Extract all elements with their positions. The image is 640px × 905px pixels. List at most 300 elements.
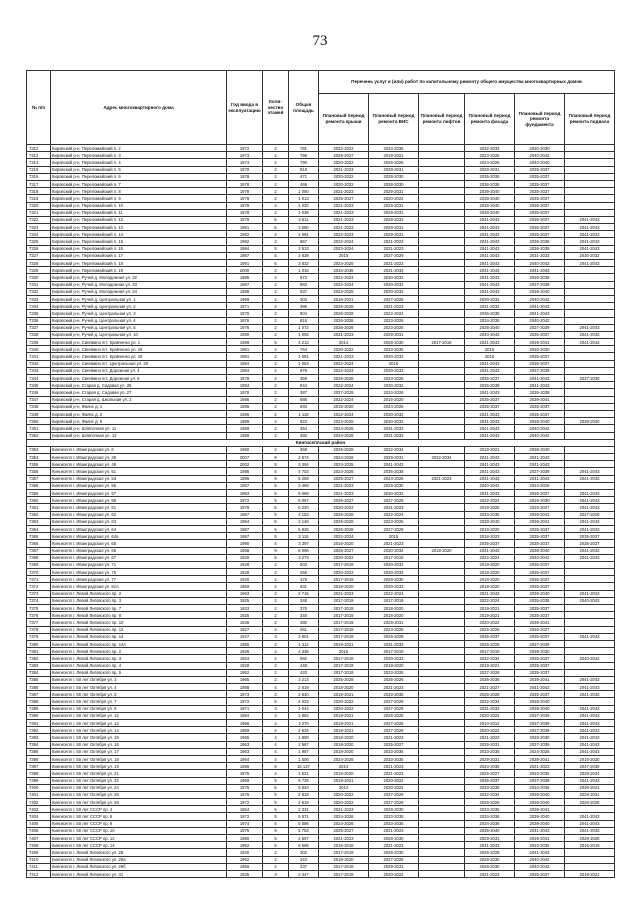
table-cell: 1986	[227, 396, 263, 403]
table-row	[27, 870, 615, 877]
table-cell	[419, 605, 465, 612]
table-cell: 1978	[227, 166, 263, 173]
table-cell: 2019-2021	[565, 870, 615, 877]
table-cell: 2032-2034	[465, 655, 515, 662]
table-cell	[419, 784, 465, 791]
table-cell: 2041-2043	[565, 727, 615, 734]
table-cell: 2033-2035	[369, 346, 419, 353]
table-cell: 7388	[27, 698, 51, 705]
table-cell: 1 061	[289, 231, 319, 238]
table-cell: 2041-2043	[465, 842, 515, 849]
table-cell: 7350	[27, 418, 51, 425]
table-cell: 2026-2028	[319, 525, 369, 532]
header-year: Год ввода в эксплуатацию	[227, 71, 263, 145]
table-cell: Кингисепп г. Иванградская ул. 36	[51, 454, 227, 461]
table-row	[27, 511, 615, 518]
table-cell: 2041-2043	[565, 820, 615, 827]
table-cell	[419, 827, 465, 834]
table-cell	[419, 310, 465, 317]
table-cell	[419, 770, 465, 777]
table-cell: 2041-2043	[465, 367, 515, 374]
table-cell: 2023-2025	[319, 418, 369, 425]
table-cell	[419, 676, 465, 683]
table-cell: 4 213	[289, 339, 319, 346]
table-cell: 2027-2029	[369, 295, 419, 302]
table-row	[27, 504, 615, 511]
table-cell: 7389	[27, 705, 51, 712]
table-row	[27, 188, 615, 195]
table-cell: 2024-2026	[515, 748, 565, 755]
table-row	[27, 303, 615, 310]
table-cell: 1 312	[289, 640, 319, 647]
table-cell	[565, 612, 615, 619]
table-cell: Кировский р-н, Переломайский п. 2	[51, 145, 227, 152]
table-row	[27, 813, 615, 820]
table-cell: Кингисепп г. Левой Лиговского пр. 2	[51, 590, 227, 597]
table-cell: 2007	[227, 454, 263, 461]
table-cell: 2036-2038	[465, 382, 515, 389]
table-cell: 1963	[227, 590, 263, 597]
table-cell: Кингисепп г. Левой Лиговского пр. 3	[51, 597, 227, 604]
table-cell: 7329	[27, 267, 51, 274]
table-cell: 5	[263, 461, 289, 468]
table-cell: 2017-2019	[319, 870, 369, 877]
table-cell: 2029-2031	[369, 188, 419, 195]
table-cell: Кингисепп г. Левой Лиговского ул. 28	[51, 849, 227, 856]
table-cell: 5 643	[289, 784, 319, 791]
table-cell: Кингисепп г. 50 лет Октября ул. 13	[51, 720, 227, 727]
table-cell: 1969	[227, 777, 263, 784]
table-cell: 2026-2028	[465, 849, 515, 856]
table-row	[27, 691, 615, 698]
table-cell: 2018-2020	[465, 583, 515, 590]
table-cell: 2028-2030	[369, 835, 419, 842]
table-cell: 2021-2023	[369, 260, 419, 267]
table-cell	[419, 561, 465, 568]
table-cell: 2023-2025	[369, 375, 419, 382]
table-row	[27, 410, 615, 417]
table-cell: 7374	[27, 597, 51, 604]
table-cell: 2 619	[289, 684, 319, 691]
table-cell: 2038-2040	[565, 418, 615, 425]
table-cell	[565, 856, 615, 863]
table-cell: 1989	[227, 425, 263, 432]
table-cell	[565, 454, 615, 461]
table-cell	[419, 619, 465, 626]
table-row	[27, 619, 615, 626]
table-cell: 2029-2031	[369, 619, 419, 626]
table-cell: 5	[263, 791, 289, 798]
table-cell: 2041-2043	[565, 691, 615, 698]
table-cell: 2024-2026	[319, 432, 369, 439]
table-cell: 2033-2035	[465, 784, 515, 791]
table-cell: 2026-2028	[319, 317, 369, 324]
table-cell: 2039-2040	[515, 791, 565, 798]
table-cell: 818	[289, 166, 319, 173]
table-cell: 7409	[27, 849, 51, 856]
table-cell: 2030-2032	[369, 410, 419, 417]
table-cell	[419, 655, 465, 662]
table-cell: Кировский р-н, Ручей д. Центральная ул. 5	[51, 324, 227, 331]
table-row	[27, 590, 615, 597]
table-cell: 2021-2023	[319, 166, 369, 173]
table-cell: 1986	[227, 403, 263, 410]
table-cell: 2033-2035	[369, 755, 419, 762]
table-cell: 2	[263, 353, 289, 360]
table-cell: 2017-2019	[319, 655, 369, 662]
table-cell: 2023-2024	[319, 245, 369, 252]
table-cell: Кингисепп г. Иванградская ул. 64а	[51, 533, 227, 540]
table-cell: 2023-2025	[369, 626, 419, 633]
table-cell: 2036-2037	[515, 561, 565, 568]
table-cell: 3 513	[289, 245, 319, 252]
table-cell: 5	[263, 763, 289, 770]
table-cell: 2	[263, 231, 289, 238]
table-cell: 2020-2022	[465, 712, 515, 719]
table-cell: 2	[263, 640, 289, 647]
table-cell	[419, 504, 465, 511]
table-cell: 2026-2028	[319, 310, 369, 317]
table-cell: 2016-2021	[319, 295, 369, 302]
table-cell: 1987	[227, 281, 263, 288]
table-cell: 688	[289, 396, 319, 403]
table-row	[27, 698, 615, 705]
table-row	[27, 396, 615, 403]
table-cell: 1928	[227, 662, 263, 669]
table-cell: 2036-2038	[465, 173, 515, 180]
table-cell: 7356	[27, 468, 51, 475]
table-cell: Кировский р-н, Переломайский п. 18	[51, 260, 227, 267]
table-cell: 6 220	[289, 504, 319, 511]
table-cell	[419, 799, 465, 806]
table-cell: Кировский р-н, Переломайский п. 11	[51, 209, 227, 216]
table-cell	[565, 180, 615, 187]
table-cell: Кировский р-н, Переломайский п. 3	[51, 152, 227, 159]
table-cell: 2041-2043	[465, 468, 515, 475]
table-cell	[419, 260, 465, 267]
table-cell: Кингисепп г. 50 лет СССР пр. 8	[51, 820, 227, 827]
table-cell: Кингисепп г. 50 лет СССР пр. 10	[51, 827, 227, 834]
table-cell: 7322	[27, 216, 51, 223]
table-row	[27, 475, 615, 482]
table-cell: 2035-2037	[515, 180, 565, 187]
table-cell: 4	[263, 712, 289, 719]
table-cell	[419, 863, 465, 870]
table-cell: 2035-2037	[515, 655, 565, 662]
table-cell: 7357	[27, 475, 51, 482]
table-cell: 2021-2023	[319, 188, 369, 195]
table-cell: 7398	[27, 770, 51, 777]
table-cell: 7393	[27, 734, 51, 741]
table-cell: 2035-2037	[465, 403, 515, 410]
table-cell: 2022-2024	[369, 511, 419, 518]
table-cell: 2020-2022	[319, 705, 369, 712]
table-cell: 1956	[227, 863, 263, 870]
table-cell: 2035-2037	[465, 540, 515, 547]
table-cell: 1984	[227, 360, 263, 367]
table-cell: 2016-2019	[565, 842, 615, 849]
table-cell: 2023-2025	[369, 518, 419, 525]
table-cell: 2034-2036	[465, 317, 515, 324]
table-cell: 2040-2042	[465, 482, 515, 489]
table-cell	[419, 554, 465, 561]
table-cell: 2035-2037	[515, 569, 565, 576]
header-num: № п/п	[27, 71, 51, 145]
table-cell: 1930	[227, 849, 263, 856]
table-cell: 2014	[319, 763, 369, 770]
table-cell: Кировский р-н, Ручей д. Центральная ул. 1	[51, 295, 227, 302]
table-cell: 2027-2029	[369, 698, 419, 705]
table-cell: 261	[289, 626, 319, 633]
table-cell: Кировский р-н, Переломайский п. 10	[51, 202, 227, 209]
table-cell: 2041-2043	[465, 360, 515, 367]
table-cell: 2021-2023	[369, 684, 419, 691]
table-cell: 2	[263, 173, 289, 180]
table-cell	[419, 842, 465, 849]
table-cell: 243	[289, 856, 319, 863]
table-cell: 2041-2043	[465, 245, 515, 252]
table-cell: 5	[263, 504, 289, 511]
table-cell: 5 725	[289, 777, 319, 784]
table-cell: 1984	[227, 367, 263, 374]
table-cell: 844	[289, 382, 319, 389]
table-cell: 302	[289, 849, 319, 856]
table-cell	[419, 461, 465, 468]
table-cell	[565, 274, 615, 281]
table-cell: 2026-2026	[319, 518, 369, 525]
table-cell: 1987	[227, 511, 263, 518]
table-cell: 2039-2040	[515, 820, 565, 827]
table-cell: 7360	[27, 497, 51, 504]
table-cell: 2031-2033	[465, 705, 515, 712]
table-cell: 2035-2037	[515, 633, 565, 640]
table-cell: 7362	[27, 511, 51, 518]
table-cell: 1928	[227, 561, 263, 568]
table-cell	[565, 461, 615, 468]
table-cell: 1985	[227, 274, 263, 281]
table-cell: 1 890	[289, 734, 319, 741]
table-cell	[419, 403, 465, 410]
table-cell: Кингисепп г. 50 лет Октября ул. 24	[51, 784, 227, 791]
table-cell: 3 214	[289, 676, 319, 683]
table-cell	[419, 346, 465, 353]
table-cell: 2024-2026	[369, 389, 419, 396]
table-cell: 2028-2031	[369, 166, 419, 173]
table-cell: Кингисепп г. 50 лет Октября ул. 4	[51, 684, 227, 691]
table-row	[27, 727, 615, 734]
table-cell: 2018-2020	[419, 547, 465, 554]
table-cell: 1 118	[289, 410, 319, 417]
table-cell: 2041-2043	[465, 410, 515, 417]
table-cell: 2036-2038	[515, 274, 565, 281]
table-row	[27, 252, 615, 259]
table-cell: 2026-2028	[319, 676, 369, 683]
table-cell: 3 270	[289, 720, 319, 727]
table-cell: 2002	[227, 461, 263, 468]
table-cell: Кингисепп г. 50 лет Октября ул. 17	[51, 748, 227, 755]
table-cell: 4	[263, 684, 289, 691]
table-cell: 2020-2022	[319, 346, 369, 353]
table-cell: 2	[263, 288, 289, 295]
table-cell: 2039-2040	[515, 799, 565, 806]
table-row	[27, 676, 615, 683]
table-cell: 7383	[27, 662, 51, 669]
table-cell: 3 489	[289, 482, 319, 489]
table-cell: 2039-2041	[515, 755, 565, 762]
table-cell: 7392	[27, 727, 51, 734]
table-cell: 5	[263, 698, 289, 705]
table-cell: Кировский р-н, Переломайский п. 16	[51, 245, 227, 252]
table-cell: 1981	[227, 353, 263, 360]
table-cell: 2039-2041	[515, 835, 565, 842]
table-cell: 2028-2030	[515, 497, 565, 504]
table-cell: 2021-2023	[319, 353, 369, 360]
table-cell: 2037-2039	[515, 324, 565, 331]
table-cell	[565, 188, 615, 195]
table-cell: 2040-2042	[515, 554, 565, 561]
table-cell: Кировский р-н, Ручей д. Центральная ул. 2	[51, 303, 227, 310]
table-cell: Кингисепп г. 50 лет Октября ул. 7	[51, 698, 227, 705]
table-cell	[565, 648, 615, 655]
table-cell: 1 016	[289, 267, 319, 274]
table-cell: 2	[263, 569, 289, 576]
table-cell: 2041-2043	[565, 590, 615, 597]
table-cell: 2017-2019	[319, 576, 369, 583]
table-cell: 7313	[27, 152, 51, 159]
table-cell: 2035-2037	[515, 188, 565, 195]
table-cell: 2038-2040	[515, 590, 565, 597]
table-row	[27, 317, 615, 324]
table-cell: 2040-2042	[515, 260, 565, 267]
table-cell: Кировский р-н, Переломайский п. 15	[51, 238, 227, 245]
table-cell: Кировский р-н, Переломайский п. 5	[51, 166, 227, 173]
table-cell: 2034-2036	[319, 267, 369, 274]
table-cell: 2041-2043	[565, 633, 615, 640]
table-cell: 2026-2028	[465, 691, 515, 698]
table-cell: 2035-2037	[515, 540, 565, 547]
table-row	[27, 497, 615, 504]
table-cell: Кингисепп г. 50 лет СССР пр. 6	[51, 813, 227, 820]
table-cell	[565, 626, 615, 633]
table-cell: 2028-2031	[369, 216, 419, 223]
table-cell: Кировский р-н, Ручей д. Молодежная ул. 32	[51, 274, 227, 281]
table-cell	[419, 856, 465, 863]
table-cell: 7316	[27, 173, 51, 180]
table-cell: 1972	[227, 497, 263, 504]
table-cell: 7324	[27, 231, 51, 238]
table-row	[27, 145, 615, 152]
table-cell: 2029-2034	[565, 770, 615, 777]
table-cell: 2025-2027	[515, 504, 565, 511]
table-cell	[565, 303, 615, 310]
table-row	[27, 626, 615, 633]
table-cell: 5	[263, 827, 289, 834]
table-row	[27, 216, 615, 223]
table-cell	[419, 525, 465, 532]
table-cell	[419, 288, 465, 295]
table-cell: 1971	[227, 303, 263, 310]
table-cell	[419, 180, 465, 187]
table-cell: 2021-2023	[369, 734, 419, 741]
table-cell: 2033-2035	[465, 806, 515, 813]
table-row	[27, 748, 615, 755]
table-cell: 2019-2020	[465, 525, 515, 532]
table-cell: 2036-2038	[465, 310, 515, 317]
table-cell: 3 273	[289, 554, 319, 561]
table-cell: 537	[289, 288, 319, 295]
table-cell	[565, 403, 615, 410]
table-cell: 2025-2027	[465, 770, 515, 777]
table-cell: 2041-2043	[465, 432, 515, 439]
table-cell: 5	[263, 245, 289, 252]
table-row	[27, 849, 615, 856]
table-cell	[419, 281, 465, 288]
table-cell: 2 634	[289, 727, 319, 734]
table-cell: Кингисепп г. 50 лет Октября ул. 9	[51, 705, 227, 712]
table-cell: 2041-2043	[565, 676, 615, 683]
table-cell: 1987	[227, 482, 263, 489]
table-cell: 2025-2027	[319, 497, 369, 504]
table-cell: Кингисепп г. Иванградская ул. 49	[51, 461, 227, 468]
table-cell: 7403	[27, 806, 51, 813]
table-cell: 1965	[227, 676, 263, 683]
table-cell	[565, 669, 615, 676]
table-row	[27, 173, 615, 180]
table-row	[27, 655, 615, 662]
table-row	[27, 820, 615, 827]
table-cell: 2	[263, 331, 289, 338]
table-cell: 2 818	[289, 791, 319, 798]
table-cell: 2018-2020	[319, 748, 369, 755]
table-cell: 2040-2042	[565, 597, 615, 604]
table-cell: 1980	[227, 835, 263, 842]
table-cell: Кингисепп г. Левой Лиговского пр. 14А	[51, 640, 227, 647]
table-cell: Кировский р-н, Синявино пгт. Центральная ул. 20	[51, 360, 227, 367]
table-cell: 1971	[227, 705, 263, 712]
table-cell: 2035-2037	[515, 224, 565, 231]
table-cell: 7396	[27, 755, 51, 762]
table-cell: 2033-2035	[369, 813, 419, 820]
table-cell: 2015	[319, 252, 369, 259]
table-cell: 2041-2043	[515, 684, 565, 691]
table-cell: 2038-2040	[515, 418, 565, 425]
table-cell: 1940	[227, 554, 263, 561]
table-row	[27, 432, 615, 439]
table-cell: 2022-2024	[465, 597, 515, 604]
table-cell: 7349	[27, 410, 51, 417]
table-cell	[419, 763, 465, 770]
table-cell: 2028-2031	[465, 166, 515, 173]
table-cell: 7336	[27, 317, 51, 324]
table-cell: 7347	[27, 396, 51, 403]
table-cell: 7377	[27, 619, 51, 626]
table-row	[27, 525, 615, 532]
table-cell: Кировский р-н, Фаянс д. 2	[51, 410, 227, 417]
table-cell: 2	[263, 432, 289, 439]
header-roof: Плановый период ремонта крыши	[319, 94, 369, 145]
table-cell: 2035-2037	[515, 195, 565, 202]
table-cell: Кировский р-н, Шляпочная ул. 13	[51, 432, 227, 439]
table-cell: Кировский р-н, Синявино пгт. Дорожная ул. 4	[51, 367, 227, 374]
table-cell: 2020-2022	[319, 554, 369, 561]
table-cell: 2019-2021	[319, 691, 369, 698]
table-cell: 2030-2032	[369, 561, 419, 568]
table-cell: Кировский р-н, Переломайский п. 7	[51, 180, 227, 187]
table-cell: Кингисепп г. Левой Лиговского пр. 3	[51, 655, 227, 662]
table-cell: 5	[263, 260, 289, 267]
table-cell: 15 137	[289, 763, 319, 770]
table-cell	[419, 410, 465, 417]
